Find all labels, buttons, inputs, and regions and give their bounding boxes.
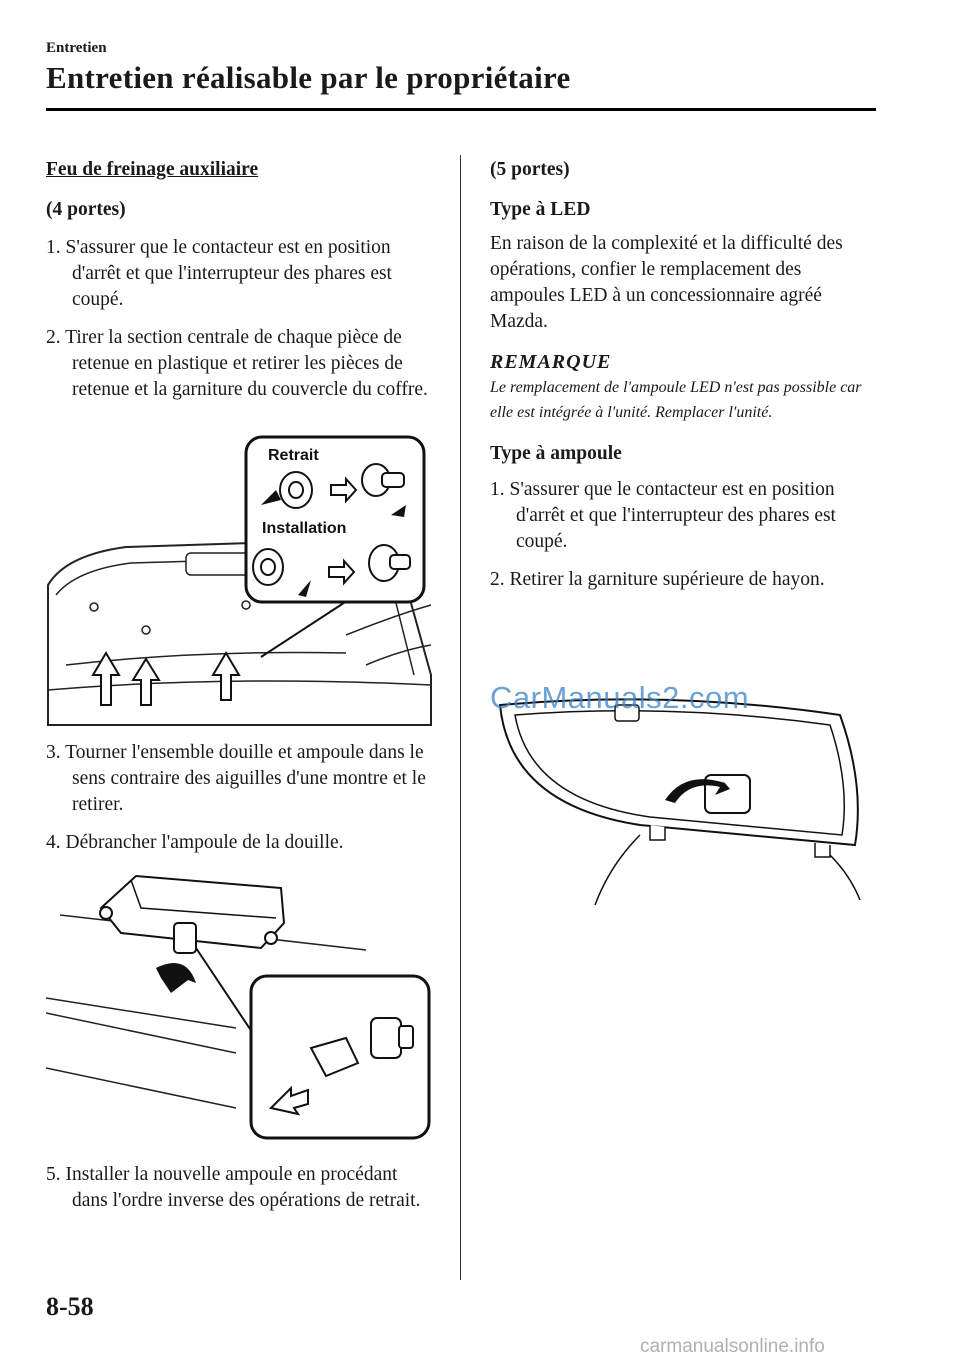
right-step-1: 1. S'assurer que le contacteur est en position d'arrêt et que l'interrupteur des phares est coupé.: [490, 479, 836, 552]
left-column-bottom: [46, 1162, 436, 1214]
page-title: Entretien réalisable par le propriétaire: [46, 60, 571, 95]
left-column-top: [46, 157, 436, 403]
step-4: 4. Débrancher l'ampoule de la douille.: [46, 832, 344, 853]
figure-trunk-lid-clips: [46, 435, 436, 727]
subheading-5-doors: (5 portes): [490, 159, 570, 180]
footer-watermark: carmanualsonline.info: [640, 1336, 825, 1357]
figure-tailgate-trim: [490, 695, 875, 910]
right-step-2: 2. Retirer la garniture supérieure de hayon.: [490, 569, 825, 590]
step-5: 5. Installer la nouvelle ampoule en procédant dans l'ordre inverse des opérations de retrait.: [46, 1164, 421, 1211]
section-label: Entretien: [46, 40, 107, 56]
step-3: 3. Tourner l'ensemble douille et ampoule dans le sens contraire des aiguilles d'une montre et le retirer.: [46, 742, 426, 815]
right-column: [490, 157, 875, 593]
remark-text: Le remplacement de l'ampoule LED n'est pas possible car elle est intégrée à l'unité. Remplacer l'unité.: [490, 379, 862, 421]
remark-title: REMARQUE: [490, 351, 612, 373]
step-2: 2. Tirer la section centrale de chaque pièce de retenue en plastique et retirer les pièces de retenue et la garniture du couvercle du coffre.: [46, 327, 428, 400]
subheading-bulb: Type à ampoule: [490, 443, 622, 464]
subheading-4-doors: (4 portes): [46, 199, 126, 220]
figure-bulb-socket: [46, 868, 436, 1143]
figure-label-remove: Retrait: [268, 447, 319, 464]
led-paragraph: En raison de la complexité et la difficulté des opérations, confier le remplacement des ampoules LED à un concessionnaire agréé Mazda.: [490, 233, 843, 332]
section-heading: Feu de freinage auxiliaire: [46, 159, 259, 180]
subheading-led: Type à LED: [490, 199, 591, 220]
figure-label-install: Installation: [262, 520, 347, 537]
step-1: 1. S'assurer que le contacteur est en position d'arrêt et que l'interrupteur des phares est coupé.: [46, 237, 392, 310]
column-divider: [460, 155, 461, 1280]
page-number: 8-58: [46, 1292, 94, 1321]
header-rule: [46, 108, 876, 111]
left-column-middle: [46, 740, 436, 856]
watermark: CarManuals2.com: [490, 680, 750, 715]
